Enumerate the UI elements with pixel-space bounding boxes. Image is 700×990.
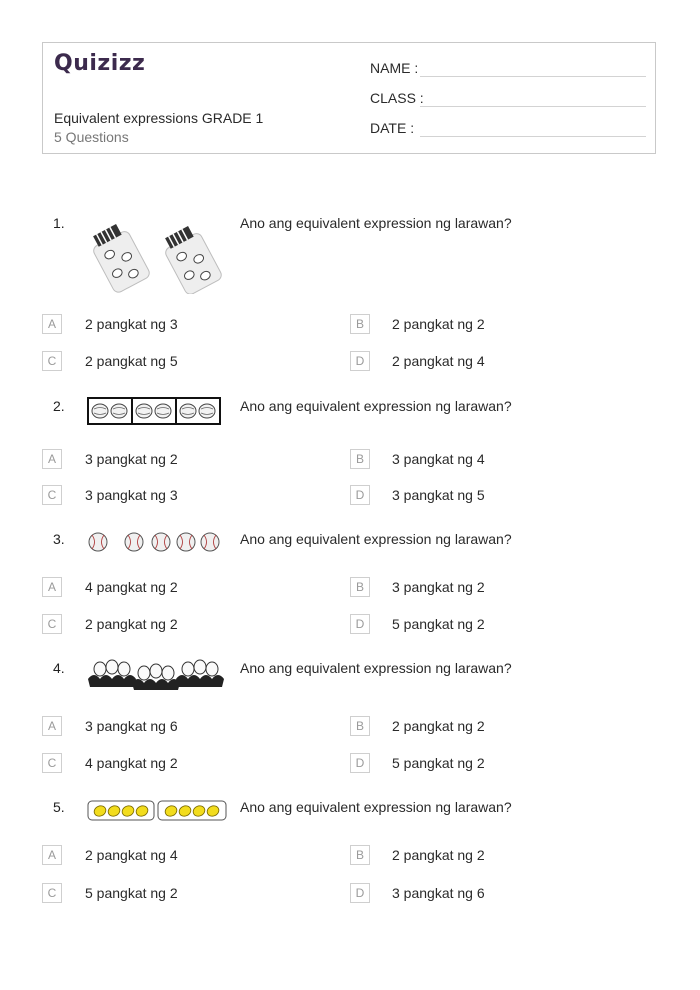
- option-text: 2 pangkat ng 2: [85, 616, 178, 632]
- date-line[interactable]: [420, 136, 646, 137]
- option-letter-badge: C: [42, 351, 62, 371]
- question-text: Ano ang equivalent expression ng larawan?: [240, 531, 512, 547]
- egg-cartons-image: [86, 655, 226, 691]
- option-letter-badge: C: [42, 485, 62, 505]
- question-number: 5.: [53, 799, 65, 815]
- name-label: NAME :: [370, 60, 419, 76]
- option-letter-badge: A: [42, 577, 62, 597]
- option-text: 3 pangkat ng 5: [392, 487, 485, 503]
- question-number: 3.: [53, 531, 65, 547]
- worksheet-header: [42, 42, 656, 154]
- name-field: [370, 60, 418, 76]
- option-letter-badge: C: [42, 883, 62, 903]
- option-text: 3 pangkat ng 6: [85, 718, 178, 734]
- two-trays-of-lemons-image: [86, 797, 228, 823]
- two-jars-of-candy-image: [86, 212, 236, 294]
- class-line[interactable]: [420, 106, 646, 107]
- question-text: Ano ang equivalent expression ng larawan?: [240, 215, 512, 231]
- option-letter-badge: B: [350, 314, 370, 334]
- question-number: 2.: [53, 398, 65, 414]
- class-field: [370, 90, 424, 106]
- option-letter-badge: A: [42, 716, 62, 736]
- name-line[interactable]: [420, 76, 646, 77]
- option-letter-badge: A: [42, 449, 62, 469]
- quizizz-logo: Quizizz: [54, 51, 146, 76]
- option-text: 3 pangkat ng 2: [85, 451, 178, 467]
- candy-jar: [87, 221, 151, 294]
- option-text: 2 pangkat ng 2: [392, 316, 485, 332]
- option-text: 4 pangkat ng 2: [85, 755, 178, 771]
- option-letter-badge: D: [350, 883, 370, 903]
- question-text: Ano ang equivalent expression ng larawan?: [240, 398, 512, 414]
- question-count: 5 Questions: [54, 129, 129, 145]
- option-text: 2 pangkat ng 4: [85, 847, 178, 863]
- option-letter-badge: B: [350, 577, 370, 597]
- option-text: 3 pangkat ng 3: [85, 487, 178, 503]
- option-text: 2 pangkat ng 2: [392, 847, 485, 863]
- option-text: 5 pangkat ng 2: [392, 755, 485, 771]
- option-text: 3 pangkat ng 6: [392, 885, 485, 901]
- option-text: 3 pangkat ng 2: [392, 579, 485, 595]
- option-letter-badge: D: [350, 614, 370, 634]
- option-text: 2 pangkat ng 3: [85, 316, 178, 332]
- option-text: 2 pangkat ng 2: [392, 718, 485, 734]
- five-baseballs-image: [86, 528, 226, 556]
- option-text: 4 pangkat ng 2: [85, 579, 178, 595]
- option-letter-badge: C: [42, 753, 62, 773]
- option-letter-badge: A: [42, 845, 62, 865]
- option-letter-badge: B: [350, 845, 370, 865]
- class-label: CLASS :: [370, 90, 424, 106]
- option-letter-badge: A: [42, 314, 62, 334]
- date-field: [370, 120, 414, 136]
- three-boxes-of-candy-image: [86, 396, 222, 426]
- date-label: DATE :: [370, 120, 415, 136]
- option-letter-badge: D: [350, 753, 370, 773]
- option-text: 5 pangkat ng 2: [85, 885, 178, 901]
- option-text: 3 pangkat ng 4: [392, 451, 485, 467]
- option-letter-badge: B: [350, 449, 370, 469]
- worksheet-title: Equivalent expressions GRADE 1: [54, 110, 264, 126]
- option-letter-badge: B: [350, 716, 370, 736]
- option-letter-badge: D: [350, 485, 370, 505]
- question-text: Ano ang equivalent expression ng larawan?: [240, 660, 512, 676]
- option-text: 2 pangkat ng 4: [392, 353, 485, 369]
- option-letter-badge: D: [350, 351, 370, 371]
- question-number: 4.: [53, 660, 65, 676]
- candy-jar: [159, 223, 223, 294]
- question-number: 1.: [53, 215, 65, 231]
- option-letter-badge: C: [42, 614, 62, 634]
- option-text: 2 pangkat ng 5: [85, 353, 178, 369]
- question-text: Ano ang equivalent expression ng larawan?: [240, 799, 512, 815]
- option-text: 5 pangkat ng 2: [392, 616, 485, 632]
